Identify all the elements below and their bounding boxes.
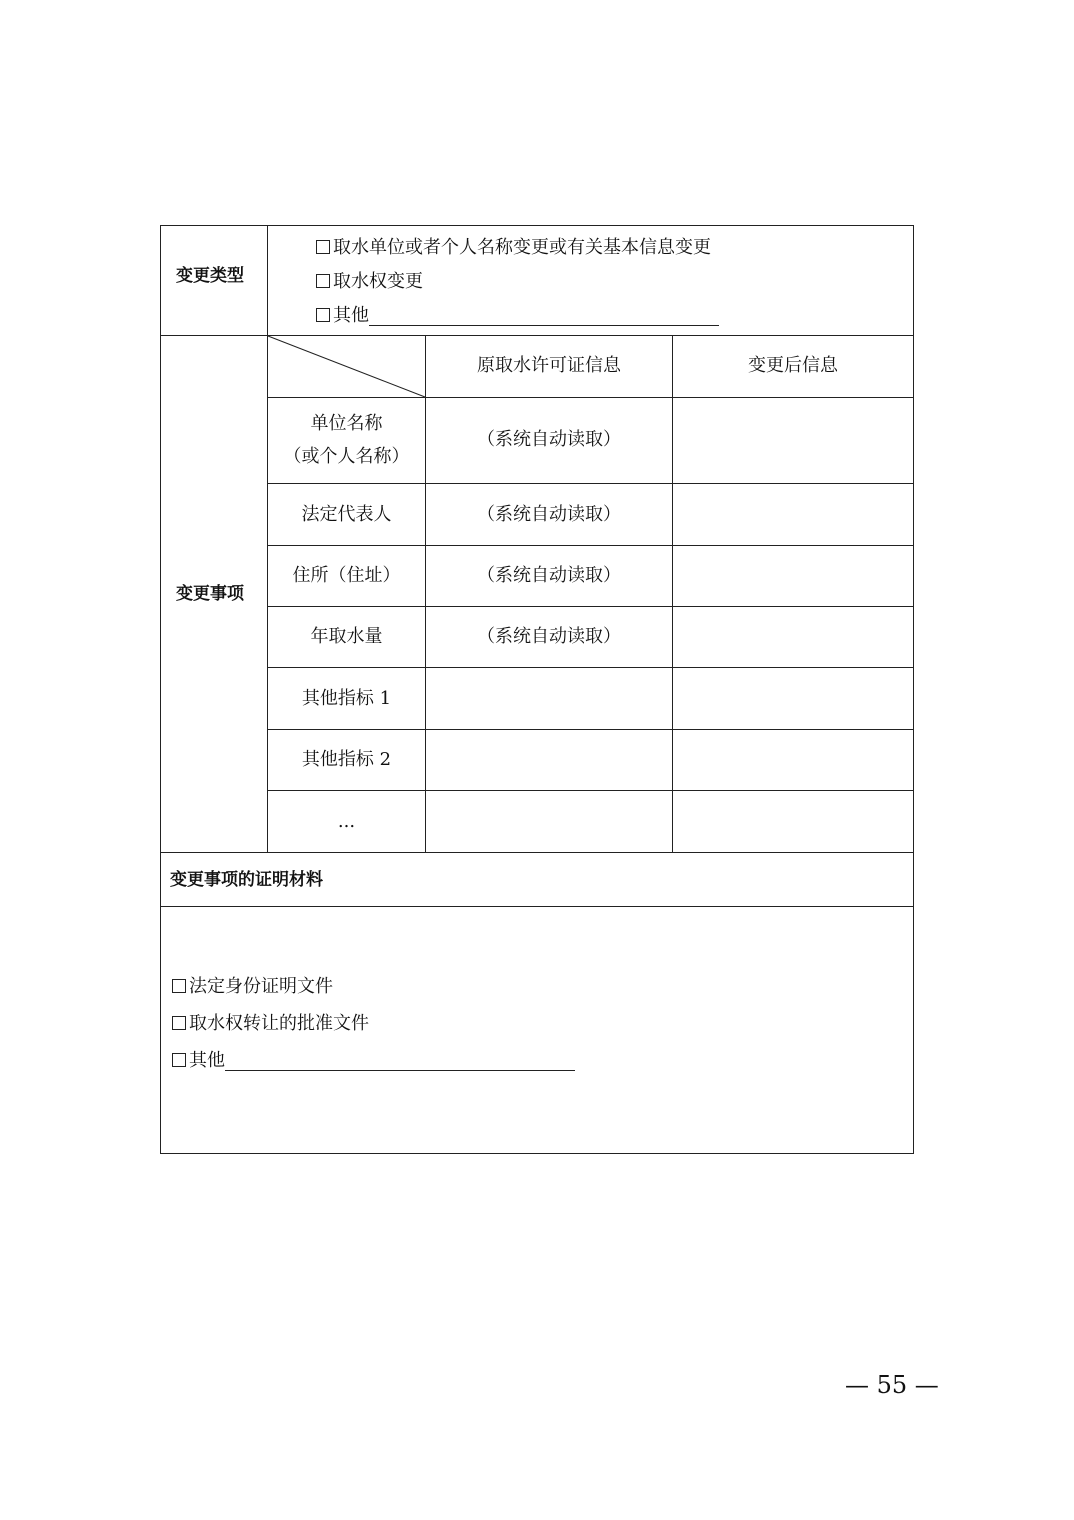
fill-in-blank[interactable]	[369, 307, 719, 326]
change-type-option-2[interactable]	[316, 272, 423, 292]
row-item-unit-name: 单位名称	[310, 413, 383, 434]
checkbox[interactable]	[172, 1016, 186, 1030]
header-changed-info: 变更后信息	[748, 355, 838, 376]
row-original-value: （系统自动读取）	[477, 504, 621, 525]
change-type-option-3[interactable]	[316, 306, 719, 326]
checkbox[interactable]	[172, 1053, 186, 1067]
option-text: 取水权变更	[333, 271, 423, 292]
page-number: — 55 —	[845, 1371, 939, 1399]
header-original-info: 原取水许可证信息	[477, 355, 621, 376]
row-item-annual-water: 年取水量	[310, 626, 383, 647]
row-original-input[interactable]	[426, 730, 672, 790]
row-original-input[interactable]	[426, 791, 672, 852]
option-text: 取水单位或者个人名称变更或有关基本信息变更	[333, 237, 711, 258]
option-text: 法定身份证明文件	[189, 976, 333, 997]
change-items-label: 变更事项	[176, 584, 244, 604]
checkbox[interactable]	[316, 240, 330, 254]
row-changed-input[interactable]	[673, 484, 913, 545]
row-item-unit-name-sub: （或个人名称）	[283, 446, 410, 467]
checkbox[interactable]	[316, 308, 330, 322]
row-changed-input[interactable]	[673, 791, 913, 852]
change-type-option-1[interactable]	[316, 238, 711, 258]
row-item-ellipsis: ...	[337, 811, 356, 832]
option-text: 其他	[189, 1050, 225, 1071]
diagonal-header-cell	[267, 335, 426, 398]
proof-option-1[interactable]	[172, 977, 333, 997]
row-changed-input[interactable]	[673, 730, 913, 790]
checkbox[interactable]	[316, 274, 330, 288]
row-original-value: （系统自动读取）	[477, 429, 621, 450]
proof-option-3[interactable]	[172, 1051, 575, 1071]
checkbox[interactable]	[172, 979, 186, 993]
row-changed-input[interactable]	[673, 546, 913, 606]
row-original-value: （系统自动读取）	[477, 565, 621, 586]
change-type-label: 变更类型	[176, 266, 244, 286]
proof-materials-label: 变更事项的证明材料	[170, 870, 323, 890]
row-changed-input[interactable]	[673, 398, 913, 483]
row-item-other-1: 其他指标 1	[301, 688, 392, 709]
fill-in-blank[interactable]	[225, 1052, 575, 1071]
row-original-input[interactable]	[426, 668, 672, 729]
row-changed-input[interactable]	[673, 607, 913, 667]
row-item-legal-rep: 法定代表人	[301, 504, 392, 525]
option-text: 其他	[333, 305, 369, 326]
option-text: 取水权转让的批准文件	[189, 1013, 369, 1034]
row-item-other-2: 其他指标 2	[301, 749, 392, 770]
row-original-value: （系统自动读取）	[477, 626, 621, 647]
row-changed-input[interactable]	[673, 668, 913, 729]
row-item-address: 住所（住址）	[292, 565, 401, 586]
proof-option-2[interactable]	[172, 1014, 369, 1034]
